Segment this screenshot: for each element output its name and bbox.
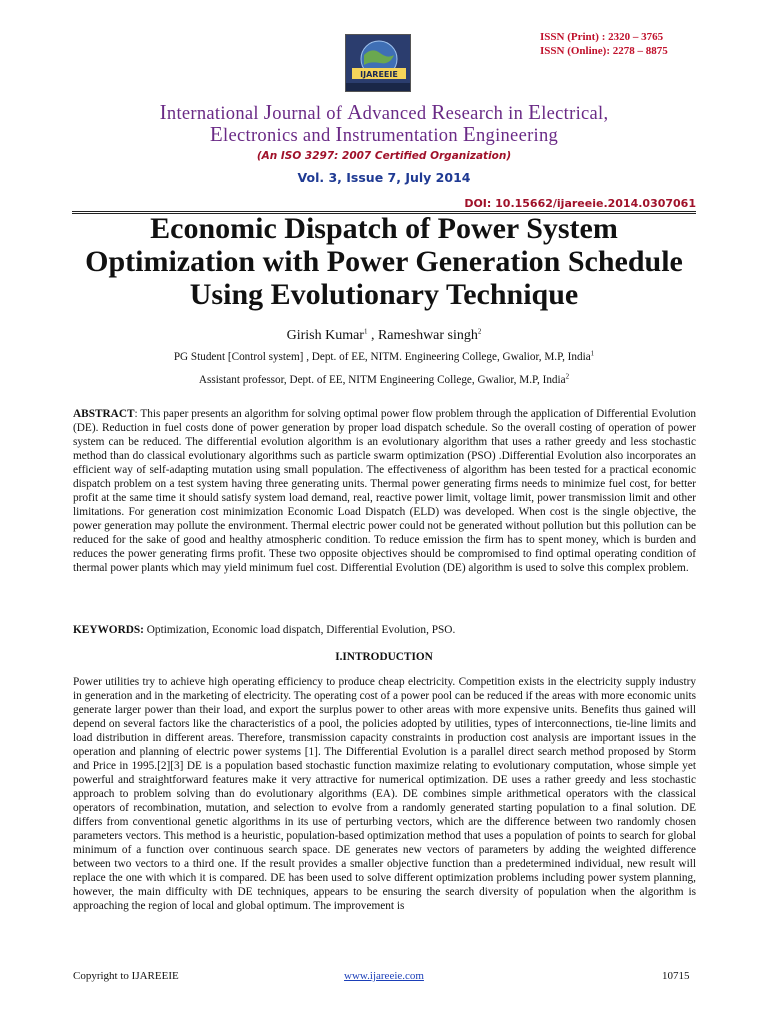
authors: Girish Kumar$^1$ , Rameshwar singh$^2$	[286, 327, 482, 343]
author-name: Girish Kumar	[286, 328, 364, 343]
title-line: Using Evolutionary Technique	[189, 278, 579, 311]
issn-block	[540, 30, 690, 58]
doi: DOI: 10.15662/ijareeie.2014.0307061	[464, 197, 696, 210]
journal-logo	[345, 34, 411, 92]
website-link[interactable]: www.ijareeie.com	[344, 970, 424, 982]
abstract	[73, 407, 696, 575]
iso-certification: (An ISO 3297: 2007 Certified Organization)	[256, 150, 512, 162]
journal-logo-icon	[346, 35, 411, 92]
abstract-label: ABSTRACT	[73, 408, 135, 420]
journal-name-line-1: International Journal of Advanced Research in Electrical,	[159, 100, 609, 124]
author-name: Rameshwar singh	[377, 328, 478, 343]
keywords-text: Optimization, Economic load dispatch, Differential Evolution, PSO.	[143, 624, 456, 636]
logo-text: IJAREEIE	[360, 70, 398, 79]
abstract-text: : This paper presents an algorithm for solving optimal power flow problem through the application of Differential Evolution (DE). Reduction in fuel costs done of power generation by proper load dispatch schedule. So the overall costing of operation of power system can be reduced. The differential evolution algorithm is an evolutionary algorithm that uses a rather greedy and less stochastic method than do classical evolutionary algorithms such as particle swarm optimization (PSO) .Differential Evolution also incorporates an efficient way of self-adapting mutation using small population. The effectiveness of algorithm has been tested for a practical economic dispatch problem on a test system having three generating units. Thermal power generating firms needs to minimize fuel cost, for better profit at the same time it should satisfy system load demand, real, reactive power limit, voltage limit, power transmission limit and other limitations. For generation cost minimization Economic Load Dispatch (ELD) was developed. When cost is the single objective, the power generation may pollute the environment. Thermal electric power could not be generated without pollution but this pollution can be reduced for the sake of good and healthy atmospheric condition. To reduce emission the firm has to spent money, which is burden and reduces the power generating firms profit. These two opposite objectives should be compromised to find optimal operating condition of thermal power plants which may yield minimum fuel cost. Differential Evolution (DE) algorithm is used to solve this complex problem.	[73, 408, 696, 574]
title-line: Optimization with Power Generation Schedule	[85, 245, 683, 278]
title-line: Economic Dispatch of Power System	[150, 212, 618, 245]
affiliation-2: Assistant professor, Dept. of EE, NITM Engineering College, Gwalior, M.P, India$^2$	[198, 372, 570, 386]
footer-website	[0, 970, 768, 982]
paper-title	[60, 212, 708, 311]
journal-name-line-2: Electronics and Instrumentation Engineering	[209, 122, 559, 146]
section-heading: I.INTRODUCTION	[335, 651, 433, 663]
keywords-label: KEYWORDS:	[73, 624, 144, 636]
keywords	[73, 624, 696, 636]
introduction-body: Power utilities try to achieve high operating efficiency to produce cheap electricity. Competition exists in the electricity supply industry in generation and in the marketing of electricity. The operating cost of a power pool can be reduced if the areas with more economic units generate larger power than their load, and export the surplus power to other areas with more expensive units. Benefits thus gained will depend on several factors like the characteristics of a pool, the policies adopted by utilities, types of interconnections, tie-line limits and load distribution in different areas. Therefore, transmission capacity constraints in production cost analysis are important issues in the operation and planning of electric power systems [1]. The Differential Evolution is a parallel direct search method proposed by Storm and Price in 1995.[2][3] DE is a population based stochastic function maximize relating to evolutionary computation, whose simple yet powerful and straightforward features make it very attractive for numerical optimization. DE uses a rather greedy and less stochastic approach to problem solving than do evolutionary algorithms (EA). DE combines simple arithmetical operators with the classical operators of recombination, mutation, and selection to evolve from a randomly generated starting population to a final solution. DE differs from conventional genetic algorithms in its use of perturbing vectors, which are the difference between two randomly chosen parameters vectors. This method is a heuristic, population-based optimization method that uses a population of points to search for global minimum of a function over continuous search space. DE generates new vectors of parameters by adding the weighted difference between two vectors to a third one. If the result provides a smaller objective function than a predetermined individual, new result will replace the one with which it is compared. DE has been used to solve different optimization problems including power system planning, however, the main difficulty with DE techniques, appears to be ensuring the search diversity of population when the algorithm is approaching the region of local and global optimum. The improvement is	[73, 676, 696, 912]
volume-issue: Vol. 3, Issue 7, July 2014	[297, 170, 471, 185]
issn-print: ISSN (Print) : 2320 – 3765	[540, 31, 664, 43]
page-number: 10715	[662, 970, 690, 982]
issn-online: ISSN (Online): 2278 – 8875	[540, 45, 668, 57]
affiliation-1: PG Student [Control system] , Dept. of EE, NITM. Engineering College, Gwalior, M.P, India$^1$	[173, 349, 595, 363]
footer-copyright: Copyright to IJAREEIE	[73, 970, 179, 982]
